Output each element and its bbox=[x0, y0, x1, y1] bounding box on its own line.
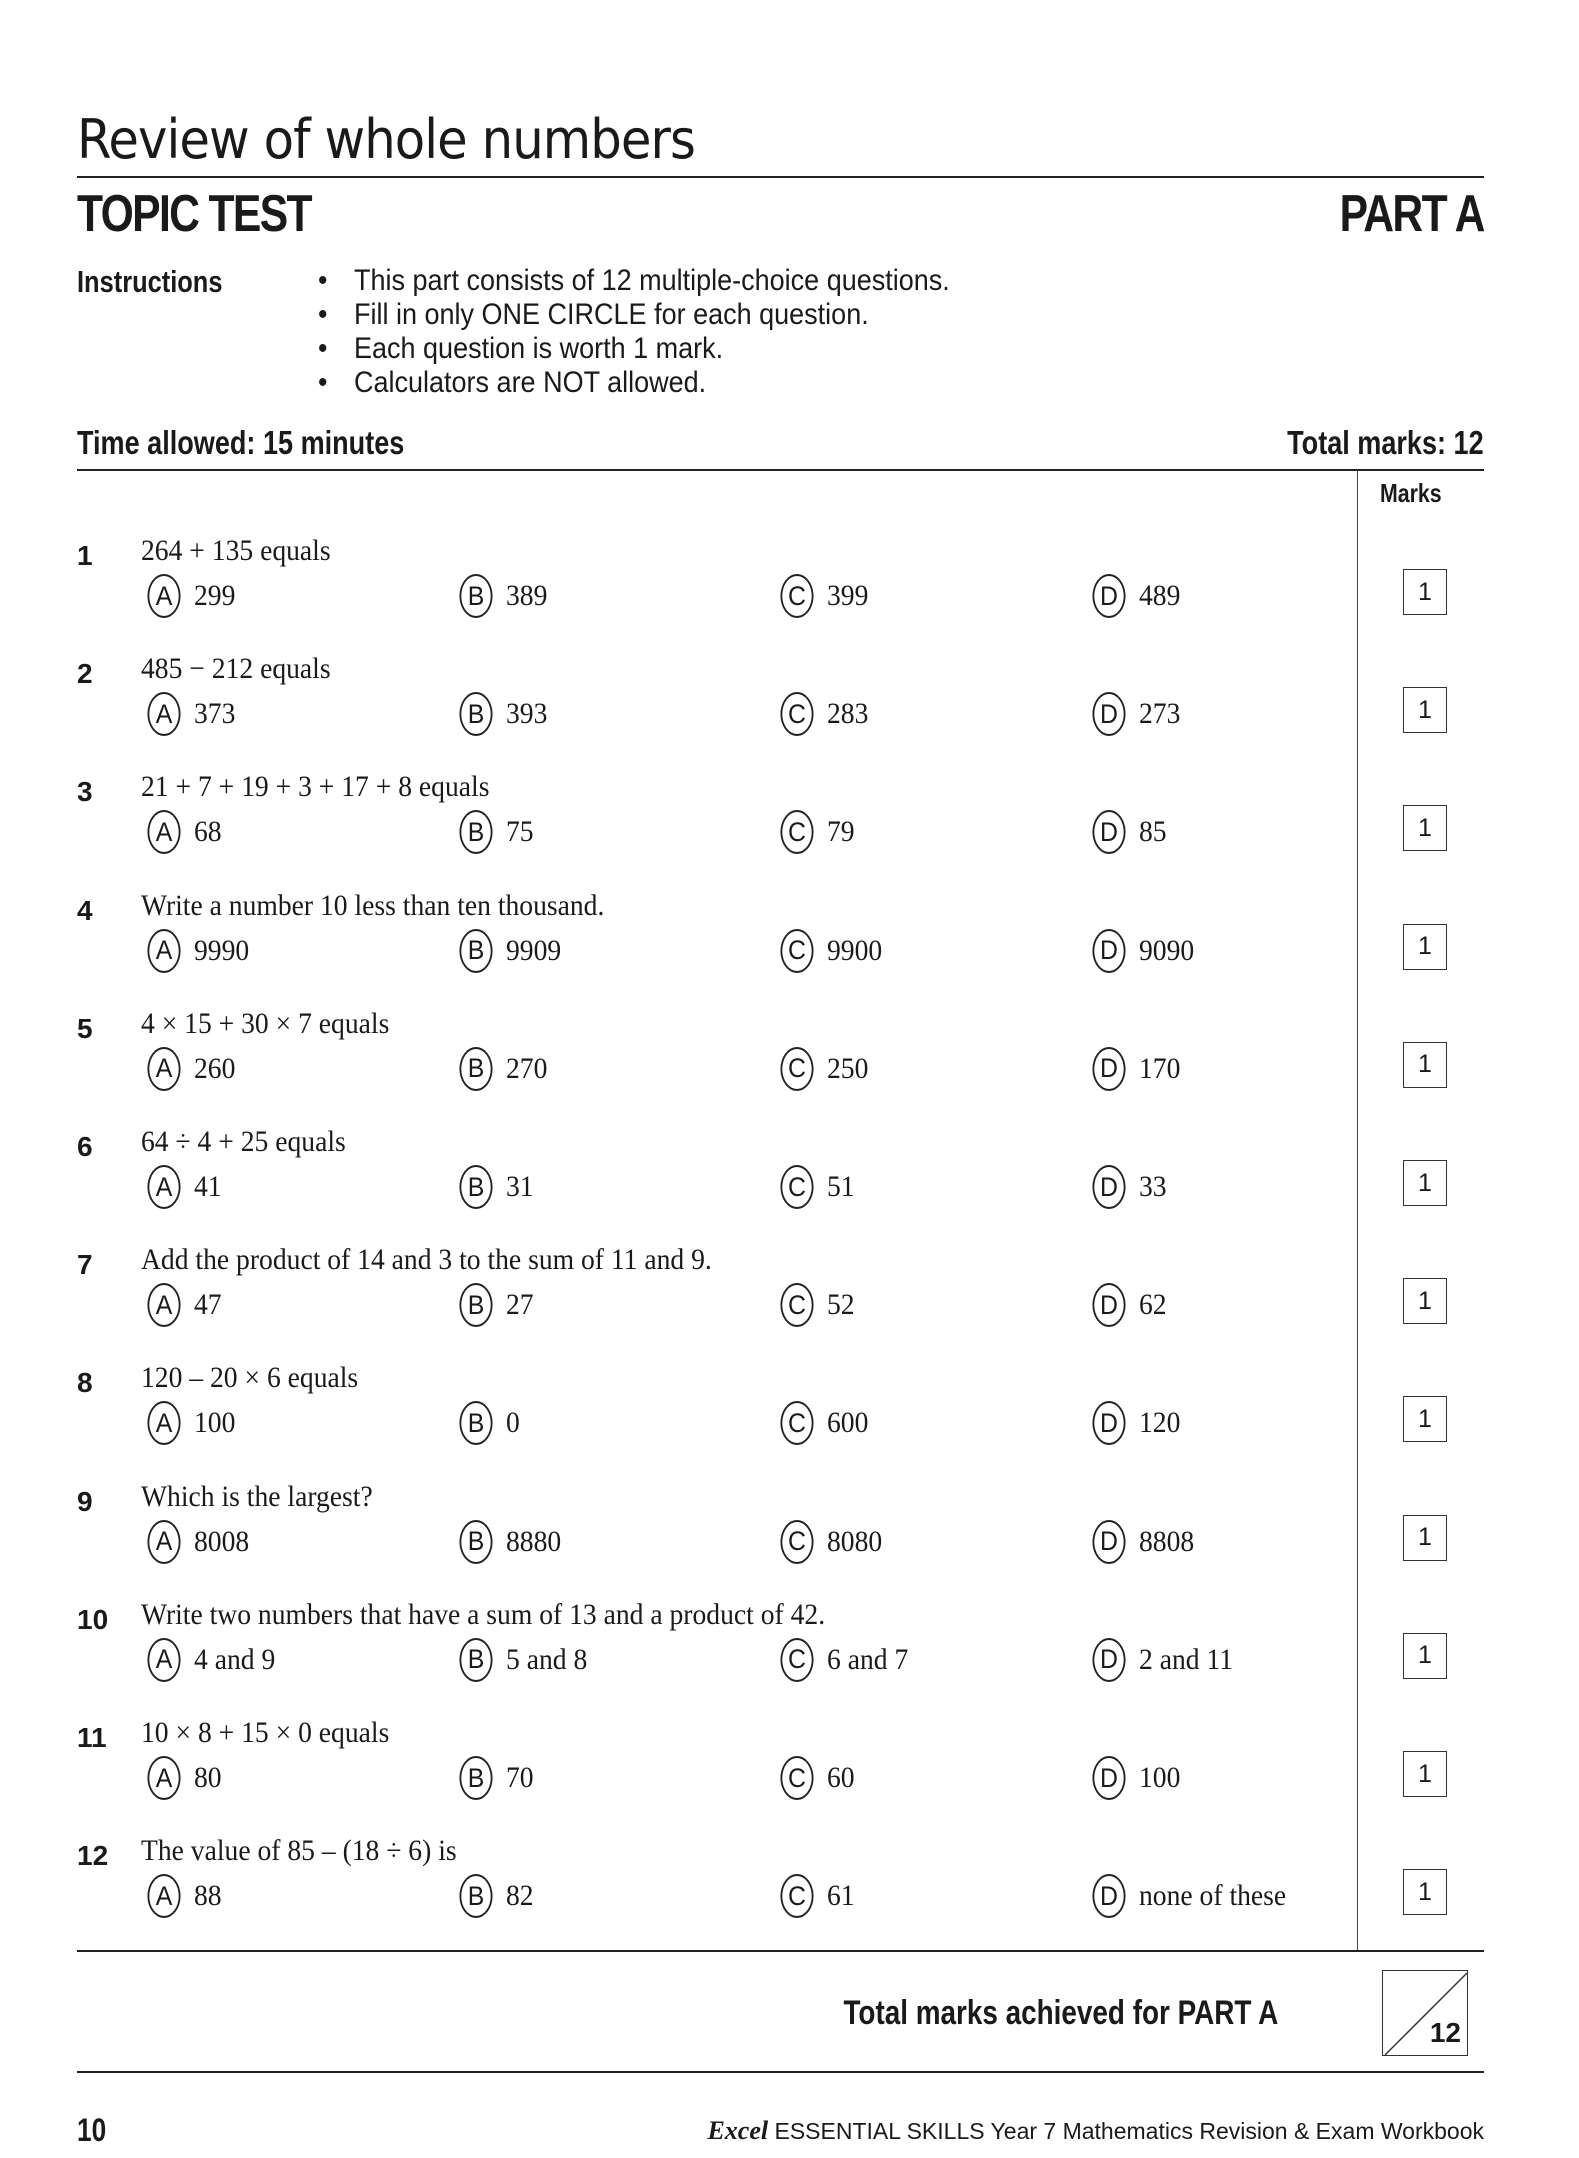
answer-bubble[interactable]: B bbox=[459, 1283, 492, 1327]
option-value: 8880 bbox=[506, 1524, 562, 1558]
question-text: 64 ÷ 4 + 25 equals bbox=[141, 1125, 346, 1158]
answer-bubble[interactable]: C bbox=[780, 810, 813, 854]
answer-bubble[interactable]: B bbox=[459, 1874, 492, 1918]
option-b[interactable] bbox=[458, 1047, 551, 1091]
answer-bubble[interactable]: B bbox=[459, 692, 492, 736]
option-value: 389 bbox=[506, 579, 548, 612]
question-text: 10 × 8 + 15 × 0 equals bbox=[141, 1716, 390, 1749]
option-value: 6 and 7 bbox=[827, 1642, 909, 1676]
question-8 bbox=[0, 1361, 1579, 1485]
section-title: Review of whole numbers bbox=[77, 108, 696, 171]
total-achieved-label: Total marks achieved for PART A bbox=[843, 1994, 1278, 2032]
question-10 bbox=[0, 1597, 1579, 1722]
option-value: 33 bbox=[1139, 1170, 1167, 1203]
option-value: 373 bbox=[194, 697, 236, 731]
question-text: Add the product of 14 and 3 to the sum of 11 and 9. bbox=[141, 1243, 712, 1277]
question-7 bbox=[0, 1243, 1579, 1367]
answer-bubble[interactable]: D bbox=[1092, 1638, 1125, 1682]
option-value: 70 bbox=[506, 1761, 534, 1794]
option-value: 600 bbox=[827, 1406, 869, 1440]
instructions-list bbox=[318, 264, 1020, 400]
answer-bubble[interactable]: A bbox=[147, 1401, 180, 1445]
instruction-item: • Each question is worth 1 mark. bbox=[318, 332, 950, 366]
answer-bubble[interactable]: D bbox=[1092, 1165, 1125, 1209]
option-a[interactable] bbox=[146, 1520, 254, 1564]
answer-bubble[interactable]: A bbox=[147, 1874, 180, 1918]
option-value: 270 bbox=[506, 1051, 548, 1085]
option-value: 60 bbox=[827, 1761, 855, 1794]
option-d[interactable] bbox=[1091, 1047, 1184, 1091]
answer-bubble[interactable]: D bbox=[1092, 1401, 1125, 1445]
question-number: 4 bbox=[77, 894, 93, 926]
answer-bubble[interactable]: C bbox=[780, 929, 813, 973]
option-b[interactable] bbox=[458, 574, 551, 618]
answer-bubble[interactable]: D bbox=[1092, 1874, 1125, 1918]
answer-bubble[interactable]: A bbox=[147, 1283, 180, 1327]
option-c[interactable] bbox=[779, 1047, 872, 1091]
answer-bubble[interactable]: C bbox=[780, 1283, 813, 1327]
option-b[interactable] bbox=[458, 1165, 536, 1209]
question-number: 5 bbox=[77, 1012, 93, 1044]
option-value: 250 bbox=[827, 1051, 869, 1085]
question-number: 6 bbox=[77, 1131, 93, 1162]
question-number: 8 bbox=[77, 1367, 93, 1399]
option-value: 260 bbox=[194, 1051, 236, 1085]
option-a[interactable] bbox=[146, 1047, 239, 1091]
question-11 bbox=[0, 1716, 1579, 1840]
option-value: 52 bbox=[827, 1288, 855, 1322]
option-c[interactable] bbox=[779, 1401, 872, 1445]
option-b[interactable] bbox=[458, 810, 536, 854]
option-value: 0 bbox=[506, 1406, 520, 1440]
question-text: 21 + 7 + 19 + 3 + 17 + 8 equals bbox=[141, 770, 490, 804]
option-c[interactable] bbox=[779, 574, 872, 618]
answer-bubble[interactable]: A bbox=[147, 692, 180, 736]
option-value: 82 bbox=[506, 1879, 534, 1913]
question-number: 9 bbox=[77, 1485, 93, 1517]
answer-bubble[interactable]: A bbox=[147, 1520, 180, 1564]
total-achieved-box[interactable] bbox=[1382, 1970, 1468, 2056]
option-a[interactable] bbox=[146, 1283, 224, 1327]
answer-bubble[interactable]: C bbox=[780, 574, 813, 618]
option-a[interactable] bbox=[146, 810, 224, 854]
option-d[interactable] bbox=[1091, 692, 1184, 736]
answer-bubble[interactable]: A bbox=[147, 810, 180, 854]
option-b[interactable] bbox=[458, 692, 551, 736]
option-value: 170 bbox=[1139, 1051, 1181, 1085]
mark-box: 1 bbox=[1403, 924, 1447, 970]
answer-bubble[interactable]: B bbox=[459, 574, 492, 618]
answer-bubble[interactable]: B bbox=[459, 1520, 492, 1564]
time-allowed: Time allowed: 15 minutes bbox=[77, 424, 405, 461]
mark-box: 1 bbox=[1403, 1396, 1447, 1442]
option-c[interactable] bbox=[779, 1283, 857, 1327]
option-d[interactable] bbox=[1091, 1638, 1241, 1682]
question-3 bbox=[0, 770, 1579, 894]
footer-text bbox=[707, 2116, 1484, 2146]
option-value: 100 bbox=[194, 1406, 236, 1440]
answer-bubble[interactable]: C bbox=[780, 1874, 813, 1918]
question-text: The value of 85 – (18 ÷ 6) is bbox=[141, 1834, 457, 1868]
option-value: 85 bbox=[1139, 815, 1167, 849]
option-c[interactable] bbox=[779, 1520, 887, 1564]
option-a[interactable] bbox=[146, 929, 254, 973]
mark-box: 1 bbox=[1403, 1042, 1447, 1088]
answer-bubble[interactable]: A bbox=[147, 1165, 180, 1209]
question-text: Write a number 10 less than ten thousand. bbox=[141, 888, 605, 922]
option-value: 8808 bbox=[1139, 1524, 1195, 1558]
question-text: Which is the largest? bbox=[141, 1479, 373, 1513]
mark-box: 1 bbox=[1403, 1633, 1447, 1679]
option-d[interactable] bbox=[1091, 1283, 1169, 1327]
answer-bubble[interactable]: A bbox=[147, 574, 180, 618]
option-a[interactable] bbox=[146, 1401, 239, 1445]
option-b[interactable] bbox=[458, 1283, 536, 1327]
instructions-label: Instructions bbox=[77, 264, 223, 299]
option-value: none of these bbox=[1139, 1879, 1287, 1913]
question-number: 12 bbox=[77, 1840, 109, 1872]
answer-bubble[interactable]: A bbox=[147, 1638, 180, 1682]
question-number: 3 bbox=[77, 776, 93, 808]
option-value: 5 and 8 bbox=[506, 1642, 588, 1676]
option-b[interactable] bbox=[458, 1756, 536, 1800]
answer-bubble[interactable]: C bbox=[780, 1047, 813, 1091]
option-c[interactable] bbox=[779, 1638, 915, 1682]
option-d[interactable] bbox=[1091, 574, 1184, 618]
option-value: 75 bbox=[506, 815, 534, 849]
question-number: 10 bbox=[77, 1603, 109, 1635]
marks-header: Marks bbox=[1380, 478, 1442, 508]
question-4 bbox=[0, 888, 1579, 1013]
answer-bubble[interactable]: C bbox=[780, 1520, 813, 1564]
question-12 bbox=[0, 1834, 1579, 1958]
option-value: 4 and 9 bbox=[194, 1642, 276, 1676]
option-c[interactable] bbox=[779, 1165, 857, 1209]
option-c[interactable] bbox=[779, 1756, 857, 1800]
option-value: 9090 bbox=[1139, 933, 1195, 967]
option-value: 88 bbox=[194, 1879, 222, 1913]
option-value: 68 bbox=[194, 815, 222, 849]
mark-box: 1 bbox=[1403, 1278, 1447, 1324]
option-value: 2 and 11 bbox=[1139, 1642, 1234, 1676]
option-value: 51 bbox=[827, 1170, 855, 1203]
option-c[interactable] bbox=[779, 1874, 857, 1918]
option-value: 8080 bbox=[827, 1524, 883, 1558]
answer-bubble[interactable]: B bbox=[459, 810, 492, 854]
option-value: 393 bbox=[506, 697, 548, 731]
option-b[interactable] bbox=[458, 1874, 536, 1918]
answer-bubble[interactable]: B bbox=[459, 1638, 492, 1682]
answer-bubble[interactable]: D bbox=[1092, 1756, 1125, 1800]
option-value: 399 bbox=[827, 579, 869, 612]
instruction-item: • Fill in only ONE CIRCLE for each question. bbox=[318, 298, 950, 332]
answer-bubble[interactable]: A bbox=[147, 929, 180, 973]
answer-bubble[interactable]: D bbox=[1092, 1283, 1125, 1327]
option-d[interactable] bbox=[1091, 1874, 1299, 1918]
total-out-of: 12 bbox=[1429, 2017, 1461, 2048]
divider bbox=[77, 469, 1484, 471]
page-number: 10 bbox=[77, 2112, 107, 2148]
question-number: 1 bbox=[77, 540, 93, 571]
option-a[interactable] bbox=[146, 574, 239, 618]
total-marks: Total marks: 12 bbox=[1287, 424, 1484, 461]
option-a[interactable] bbox=[146, 1874, 224, 1918]
option-value: 79 bbox=[827, 815, 855, 849]
mark-box: 1 bbox=[1403, 687, 1447, 733]
answer-bubble[interactable]: A bbox=[147, 1047, 180, 1091]
option-d[interactable] bbox=[1091, 1165, 1169, 1209]
option-d[interactable] bbox=[1091, 929, 1199, 973]
answer-bubble[interactable]: B bbox=[459, 1165, 492, 1209]
option-c[interactable] bbox=[779, 810, 857, 854]
instruction-item: • Calculators are NOT allowed. bbox=[318, 366, 950, 400]
answer-bubble[interactable]: A bbox=[147, 1756, 180, 1800]
option-d[interactable] bbox=[1091, 1756, 1184, 1800]
question-2 bbox=[0, 652, 1579, 776]
option-a[interactable] bbox=[146, 1638, 282, 1682]
mark-box: 1 bbox=[1403, 805, 1447, 851]
option-value: 299 bbox=[194, 579, 236, 612]
mark-box: 1 bbox=[1403, 1160, 1447, 1206]
answer-bubble[interactable]: B bbox=[459, 1401, 492, 1445]
option-value: 489 bbox=[1139, 579, 1181, 612]
option-value: 283 bbox=[827, 697, 869, 731]
option-d[interactable] bbox=[1091, 810, 1169, 854]
option-c[interactable] bbox=[779, 692, 872, 736]
option-value: 120 bbox=[1139, 1406, 1181, 1440]
answer-bubble[interactable]: B bbox=[459, 929, 492, 973]
part-heading: PART A bbox=[1339, 185, 1484, 243]
option-value: 273 bbox=[1139, 697, 1181, 731]
divider bbox=[77, 1950, 1484, 1952]
brand-logo: Excel bbox=[707, 2116, 769, 2145]
answer-bubble[interactable]: C bbox=[780, 1165, 813, 1209]
question-text: 120 – 20 × 6 equals bbox=[141, 1361, 359, 1395]
option-value: 9990 bbox=[194, 933, 250, 967]
mark-box: 1 bbox=[1403, 1515, 1447, 1561]
instruction-item: • This part consists of 12 multiple-choice questions. bbox=[318, 264, 950, 298]
option-value: 80 bbox=[194, 1761, 222, 1794]
mark-box: 1 bbox=[1403, 569, 1447, 615]
question-number: 2 bbox=[77, 658, 93, 690]
answer-bubble[interactable]: C bbox=[780, 1638, 813, 1682]
option-value: 9909 bbox=[506, 933, 562, 967]
option-d[interactable] bbox=[1091, 1401, 1184, 1445]
option-value: 62 bbox=[1139, 1288, 1167, 1322]
answer-bubble[interactable]: C bbox=[780, 692, 813, 736]
option-value: 100 bbox=[1139, 1761, 1181, 1794]
answer-bubble[interactable]: D bbox=[1092, 1047, 1125, 1091]
answer-bubble[interactable]: C bbox=[780, 1756, 813, 1800]
question-text: 264 + 135 equals bbox=[141, 534, 331, 567]
option-b[interactable] bbox=[458, 1520, 566, 1564]
question-number: 11 bbox=[77, 1722, 107, 1753]
option-a[interactable] bbox=[146, 692, 239, 736]
topic-test-heading: TOPIC TEST bbox=[77, 185, 311, 243]
answer-bubble[interactable]: D bbox=[1092, 929, 1125, 973]
option-value: 31 bbox=[506, 1170, 534, 1203]
answer-bubble[interactable]: C bbox=[780, 1401, 813, 1445]
option-b[interactable] bbox=[458, 1638, 594, 1682]
question-text: 4 × 15 + 30 × 7 equals bbox=[141, 1006, 390, 1040]
question-text: 485 − 212 equals bbox=[141, 652, 331, 686]
answer-bubble[interactable]: B bbox=[459, 1756, 492, 1800]
answer-bubble[interactable]: D bbox=[1092, 810, 1125, 854]
question-number: 7 bbox=[77, 1249, 93, 1281]
mark-box: 1 bbox=[1403, 1751, 1447, 1797]
question-6 bbox=[0, 1125, 1579, 1249]
book-title: ESSENTIAL SKILLS Year 7 Mathematics Revision & Exam Workbook bbox=[774, 2118, 1484, 2144]
option-b[interactable] bbox=[458, 1401, 521, 1445]
option-value: 9900 bbox=[827, 933, 883, 967]
option-value: 47 bbox=[194, 1288, 222, 1322]
option-value: 27 bbox=[506, 1288, 534, 1322]
option-c[interactable] bbox=[779, 929, 887, 973]
question-1 bbox=[0, 534, 1579, 658]
option-b[interactable] bbox=[458, 929, 566, 973]
divider bbox=[77, 176, 1484, 178]
answer-bubble[interactable]: B bbox=[459, 1047, 492, 1091]
question-9 bbox=[0, 1479, 1579, 1604]
answer-bubble[interactable]: D bbox=[1092, 574, 1125, 618]
answer-bubble[interactable]: D bbox=[1092, 692, 1125, 736]
option-value: 41 bbox=[194, 1170, 222, 1203]
divider bbox=[77, 2071, 1484, 2073]
answer-bubble[interactable]: D bbox=[1092, 1520, 1125, 1564]
option-value: 61 bbox=[827, 1879, 855, 1913]
question-text: Write two numbers that have a sum of 13 and a product of 42. bbox=[141, 1597, 826, 1631]
option-a[interactable] bbox=[146, 1756, 224, 1800]
option-value: 8008 bbox=[194, 1524, 250, 1558]
option-a[interactable] bbox=[146, 1165, 224, 1209]
question-5 bbox=[0, 1006, 1579, 1131]
option-d[interactable] bbox=[1091, 1520, 1199, 1564]
mark-box: 1 bbox=[1403, 1869, 1447, 1915]
